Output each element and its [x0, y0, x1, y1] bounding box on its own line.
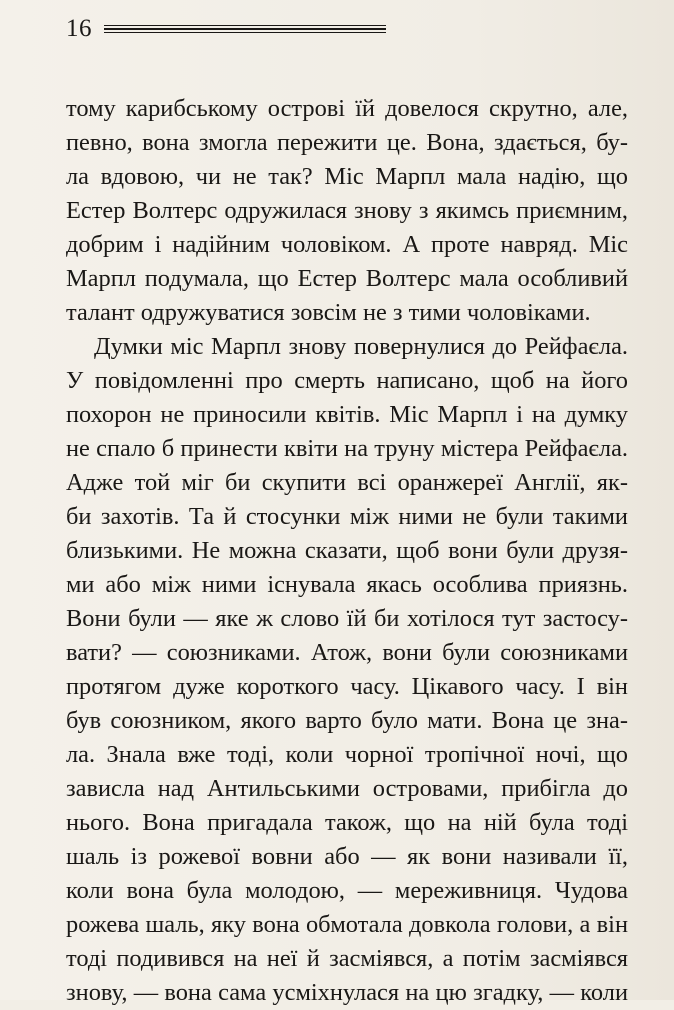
body-text	[66, 92, 628, 1010]
text-line: У повідомленні про смерть написано, щоб на його	[66, 367, 628, 394]
text-line: нього. Вона пригадала також, що на ній була тоді	[66, 809, 628, 836]
text-line: вати? — союзниками. Атож, вони були союзниками	[66, 639, 628, 666]
text-line: добрим і надійним чоловіком. А проте навряд. Міс	[66, 231, 628, 258]
text-line: певно, вона змогла пережити це. Вона, здається, бу-	[66, 129, 628, 156]
text-line: коли вона була молодою, — мереживниця. Чудова	[66, 877, 628, 904]
text-line: талант одружуватися зовсім не з тими чоловіками.	[66, 299, 591, 326]
header-rule-line	[104, 32, 386, 33]
paragraph-1	[66, 92, 628, 330]
header-decorative-rule	[104, 25, 386, 35]
text-line: близькими. Не можна сказати, щоб вони були друзя-	[66, 537, 628, 564]
text-line: Думки міс Марпл знову повернулися до Рейфаєла.	[94, 333, 628, 360]
text-line: Марпл подумала, що Естер Волтерс мала особливий	[66, 265, 628, 292]
text-line: ла вдовою, чи не так? Міс Марпл мала надію, що	[66, 163, 628, 190]
text-line: тому карибському острові їй довелося скрутно, але,	[66, 95, 628, 122]
text-line: Естер Волтерс одружилася знову з якимсь приємним,	[66, 197, 628, 224]
text-line: похорон не приносили квітів. Міс Марпл і на думку	[66, 401, 628, 428]
text-line: ми або між ними існувала якась особлива приязнь.	[66, 571, 628, 598]
page-number: 16	[66, 15, 92, 42]
text-line: ла. Знала вже тоді, коли чорної тропічної ночі, що	[66, 741, 628, 768]
text-line: був союзником, якого варто було мати. Вона це зна-	[66, 707, 628, 734]
page-header	[66, 12, 386, 48]
text-line: рожева шаль, яку вона обмотала довкола голови, а він	[66, 911, 628, 938]
text-line: не спало б принести квіти на труну містера Рейфаєла.	[66, 435, 628, 462]
paragraph-2	[66, 330, 628, 1010]
header-rule-line	[104, 25, 386, 26]
header-rule-line	[104, 28, 386, 30]
text-line: зависла над Антильськими островами, прибігла до	[66, 775, 628, 802]
text-line: шаль із рожевої вовни або — як вони називали її,	[66, 843, 628, 870]
text-line: протягом дуже короткого часу. Цікавого часу. І він	[66, 673, 628, 700]
text-line: знову, — вона сама усміхнулася на цю згадку, — коли	[66, 979, 628, 1006]
text-line: Адже той міг би скупити всі оранжереї Англії, як-	[66, 469, 628, 496]
text-line: тоді подивився на неї й засміявся, а потім засміявся	[66, 945, 628, 972]
text-line: Вони були — яке ж слово їй би хотілося тут застосу-	[66, 605, 628, 632]
text-line: би захотів. Та й стосунки між ними не були такими	[66, 503, 628, 530]
